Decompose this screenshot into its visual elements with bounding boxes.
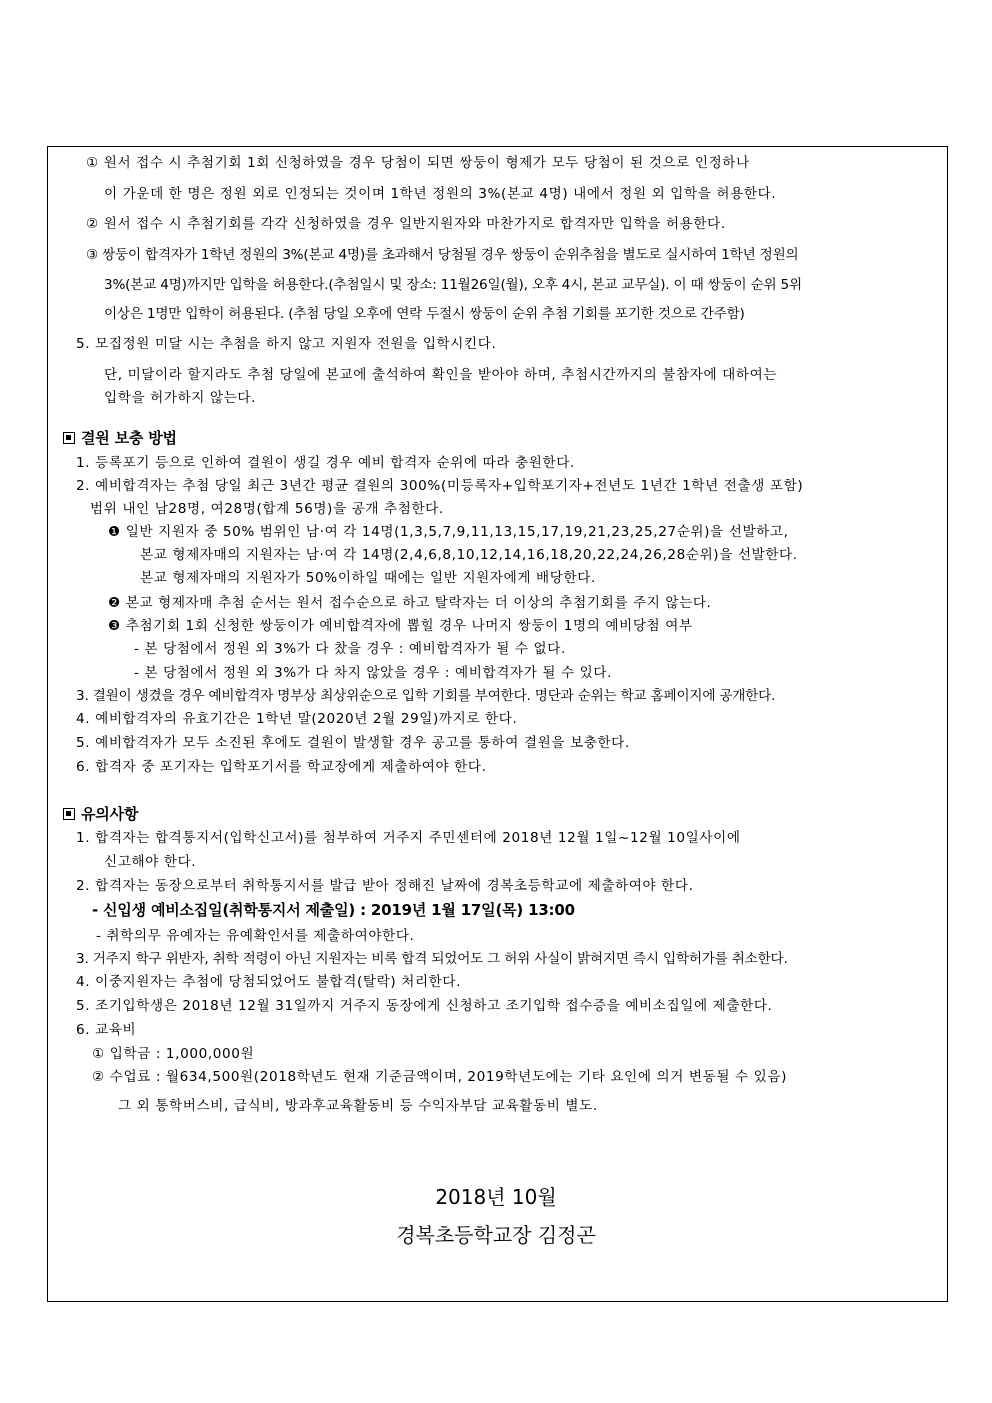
twin-rule-3: ③ 쌍둥이 합격자가 1학년 정원의 3%(본교 4명)를 초과해서 당첨될 경우 쌍둥이 순위추첨을 별도로 실시하여 1학년 정원의 bbox=[86, 247, 799, 263]
vacancy-sub-2: ❷ 본교 형제자매 추첨 순서는 원서 접수순으로 하고 탈락자는 더 이상의 추첨기회를 주지 않는다. bbox=[108, 595, 712, 611]
notes-item-2-orientation: - 신입생 예비소집일(취학통지서 제출일) : 2019년 1월 17일(목) 13:00 bbox=[92, 901, 575, 919]
item-5-note: 단, 미달이라 할지라도 추첨 당일에 본교에 출석하여 확인을 받아야 하며, 추첨시간까지의 불참자에 대하여는 bbox=[104, 367, 778, 383]
notes-fee-other: 그 외 통학버스비, 급식비, 방과후교육활동비 등 수익자부담 교육활동비 별도. bbox=[118, 1098, 598, 1114]
item-5-note-cont: 입학을 허가하지 않는다. bbox=[104, 390, 257, 406]
notes-fee-tuition: ② 수업료 : 월634,500원(2018학년도 현재 기준금액이며, 2019학년도에는 기타 요인에 의거 변동될 수 있음) bbox=[92, 1069, 788, 1085]
square-bullet-icon bbox=[63, 808, 75, 820]
section-heading-notes: 유의사항 bbox=[63, 805, 138, 823]
notes-item-3: 3. 거주지 학구 위반자, 취학 적령이 아닌 지원자는 비록 합격 되었어도 그 허위 사실이 밝혀지면 즉시 입학허가를 취소한다. bbox=[76, 951, 788, 967]
twin-rule-3-cont2: 이상은 1명만 입학이 허용된다. (추첨 당일 오후에 연락 두절시 쌍둥이 순위 추첨 기회를 포기한 것으로 간주함) bbox=[104, 306, 745, 322]
vacancy-sub-3-dash2: - 본 당첨에서 정원 외 3%가 다 차지 않았을 경우 : 예비합격자가 될 수 있다. bbox=[134, 665, 613, 681]
notes-item-4: 4. 이중지원자는 추첨에 당첨되었어도 불합격(탈락) 처리한다. bbox=[76, 974, 462, 990]
vacancy-item-3: 3. 결원이 생겼을 경우 예비합격자 명부상 최상위순으로 입학 기회를 부여한다. 명단과 순위는 학교 홈페이지에 공개한다. bbox=[76, 688, 776, 704]
vacancy-sub-1-cont2: 본교 형제자매의 지원자가 50%이하일 때에는 일반 지원자에게 배당한다. bbox=[140, 570, 596, 586]
vacancy-sub-3: ❸ 추첨기회 1회 신청한 쌍둥이가 예비합격자에 뽑힐 경우 나머지 쌍둥이 1명의 예비당첨 여부 bbox=[108, 618, 693, 634]
vacancy-sub-1: ❶ 일반 지원자 중 50% 범위인 남·여 각 14명(1,3,5,7,9,11,13,15,17,19,21,23,25,27순위)을 선발하고, bbox=[108, 524, 789, 540]
issue-date: 2018년 10월 bbox=[435, 1185, 557, 1209]
notes-fee-admission: ① 입학금 : 1,000,000원 bbox=[92, 1046, 255, 1062]
vacancy-sub-3-dash1: - 본 당첨에서 정원 외 3%가 다 찼을 경우 : 예비합격자가 될 수 없다. bbox=[134, 641, 566, 657]
vacancy-item-6: 6. 합격자 중 포기자는 입학포기서를 학교장에게 제출하여야 한다. bbox=[76, 759, 487, 775]
notes-item-1-cont: 신고해야 한다. bbox=[104, 854, 197, 870]
notes-item-2: 2. 합격자는 동장으로부터 취학통지서를 발급 받아 정해진 날짜에 경복초등학교에 제출하여야 한다. bbox=[76, 878, 694, 894]
twin-rule-3-cont1: 3%(본교 4명)까지만 입학을 허용한다.(추첨일시 및 장소: 11월26일(월), 오후 4시, 본교 교무실). 이 때 쌍둥이 순위 5위 bbox=[104, 277, 802, 293]
notes-item-6: 6. 교육비 bbox=[76, 1022, 137, 1038]
item-5: 5. 모집정원 미달 시는 추첨을 하지 않고 지원자 전원을 입학시킨다. bbox=[76, 336, 497, 352]
vacancy-sub-1-cont1: 본교 형제자매의 지원자는 남·여 각 14명(2,4,6,8,10,12,14,16,18,20,22,24,26,28순위)을 선발한다. bbox=[140, 547, 798, 563]
vacancy-item-2: 2. 예비합격자는 추첨 당일 최근 3년간 평균 결원의 300%(미등록자+입학포기자+전년도 1년간 1학년 전출생 포함) bbox=[76, 478, 804, 494]
vacancy-item-2-cont: 범위 내인 남28명, 여28명(합계 56명)을 공개 추첨한다. bbox=[90, 501, 444, 517]
section-heading-vacancy: 결원 보충 방법 bbox=[63, 429, 177, 447]
twin-rule-1-cont: 이 가운데 한 명은 정원 외로 인정되는 것이며 1학년 정원의 3%(본교 4명) 내에서 정원 외 입학을 허용한다. bbox=[104, 186, 777, 202]
square-bullet-icon bbox=[63, 432, 75, 444]
notes-item-5: 5. 조기입학생은 2018년 12월 31일까지 거주지 동장에게 신청하고 조기입학 접수증을 예비소집일에 제출한다. bbox=[76, 998, 773, 1014]
vacancy-item-1: 1. 등록포기 등으로 인하여 결원이 생길 경우 예비 합격자 순위에 따라 충원한다. bbox=[76, 455, 575, 471]
twin-rule-1: ① 원서 접수 시 추첨기회 1회 신청하였을 경우 당첨이 되면 쌍둥이 형제가 모두 당첨이 된 것으로 인정하나 bbox=[86, 155, 750, 171]
vacancy-item-5: 5. 예비합격자가 모두 소진된 후에도 결원이 발생할 경우 공고를 통하여 결원을 보충한다. bbox=[76, 735, 630, 751]
notes-item-1: 1. 합격자는 합격통지서(입학신고서)를 첨부하여 거주지 주민센터에 2018년 12월 1일~12월 10일사이에 bbox=[76, 830, 741, 846]
notes-item-2-deferral: - 취학의무 유예자는 유예확인서를 제출하여야한다. bbox=[96, 928, 415, 944]
principal-signature: 경복초등학교장 김정곤 bbox=[396, 1223, 596, 1247]
vacancy-item-4: 4. 예비합격자의 유효기간은 1학년 말(2020년 2월 29일)까지로 한다. bbox=[76, 711, 518, 727]
twin-rule-2: ② 원서 접수 시 추첨기회를 각각 신청하였을 경우 일반지원자와 마찬가지로 합격자만 입학을 허용한다. bbox=[86, 216, 726, 232]
